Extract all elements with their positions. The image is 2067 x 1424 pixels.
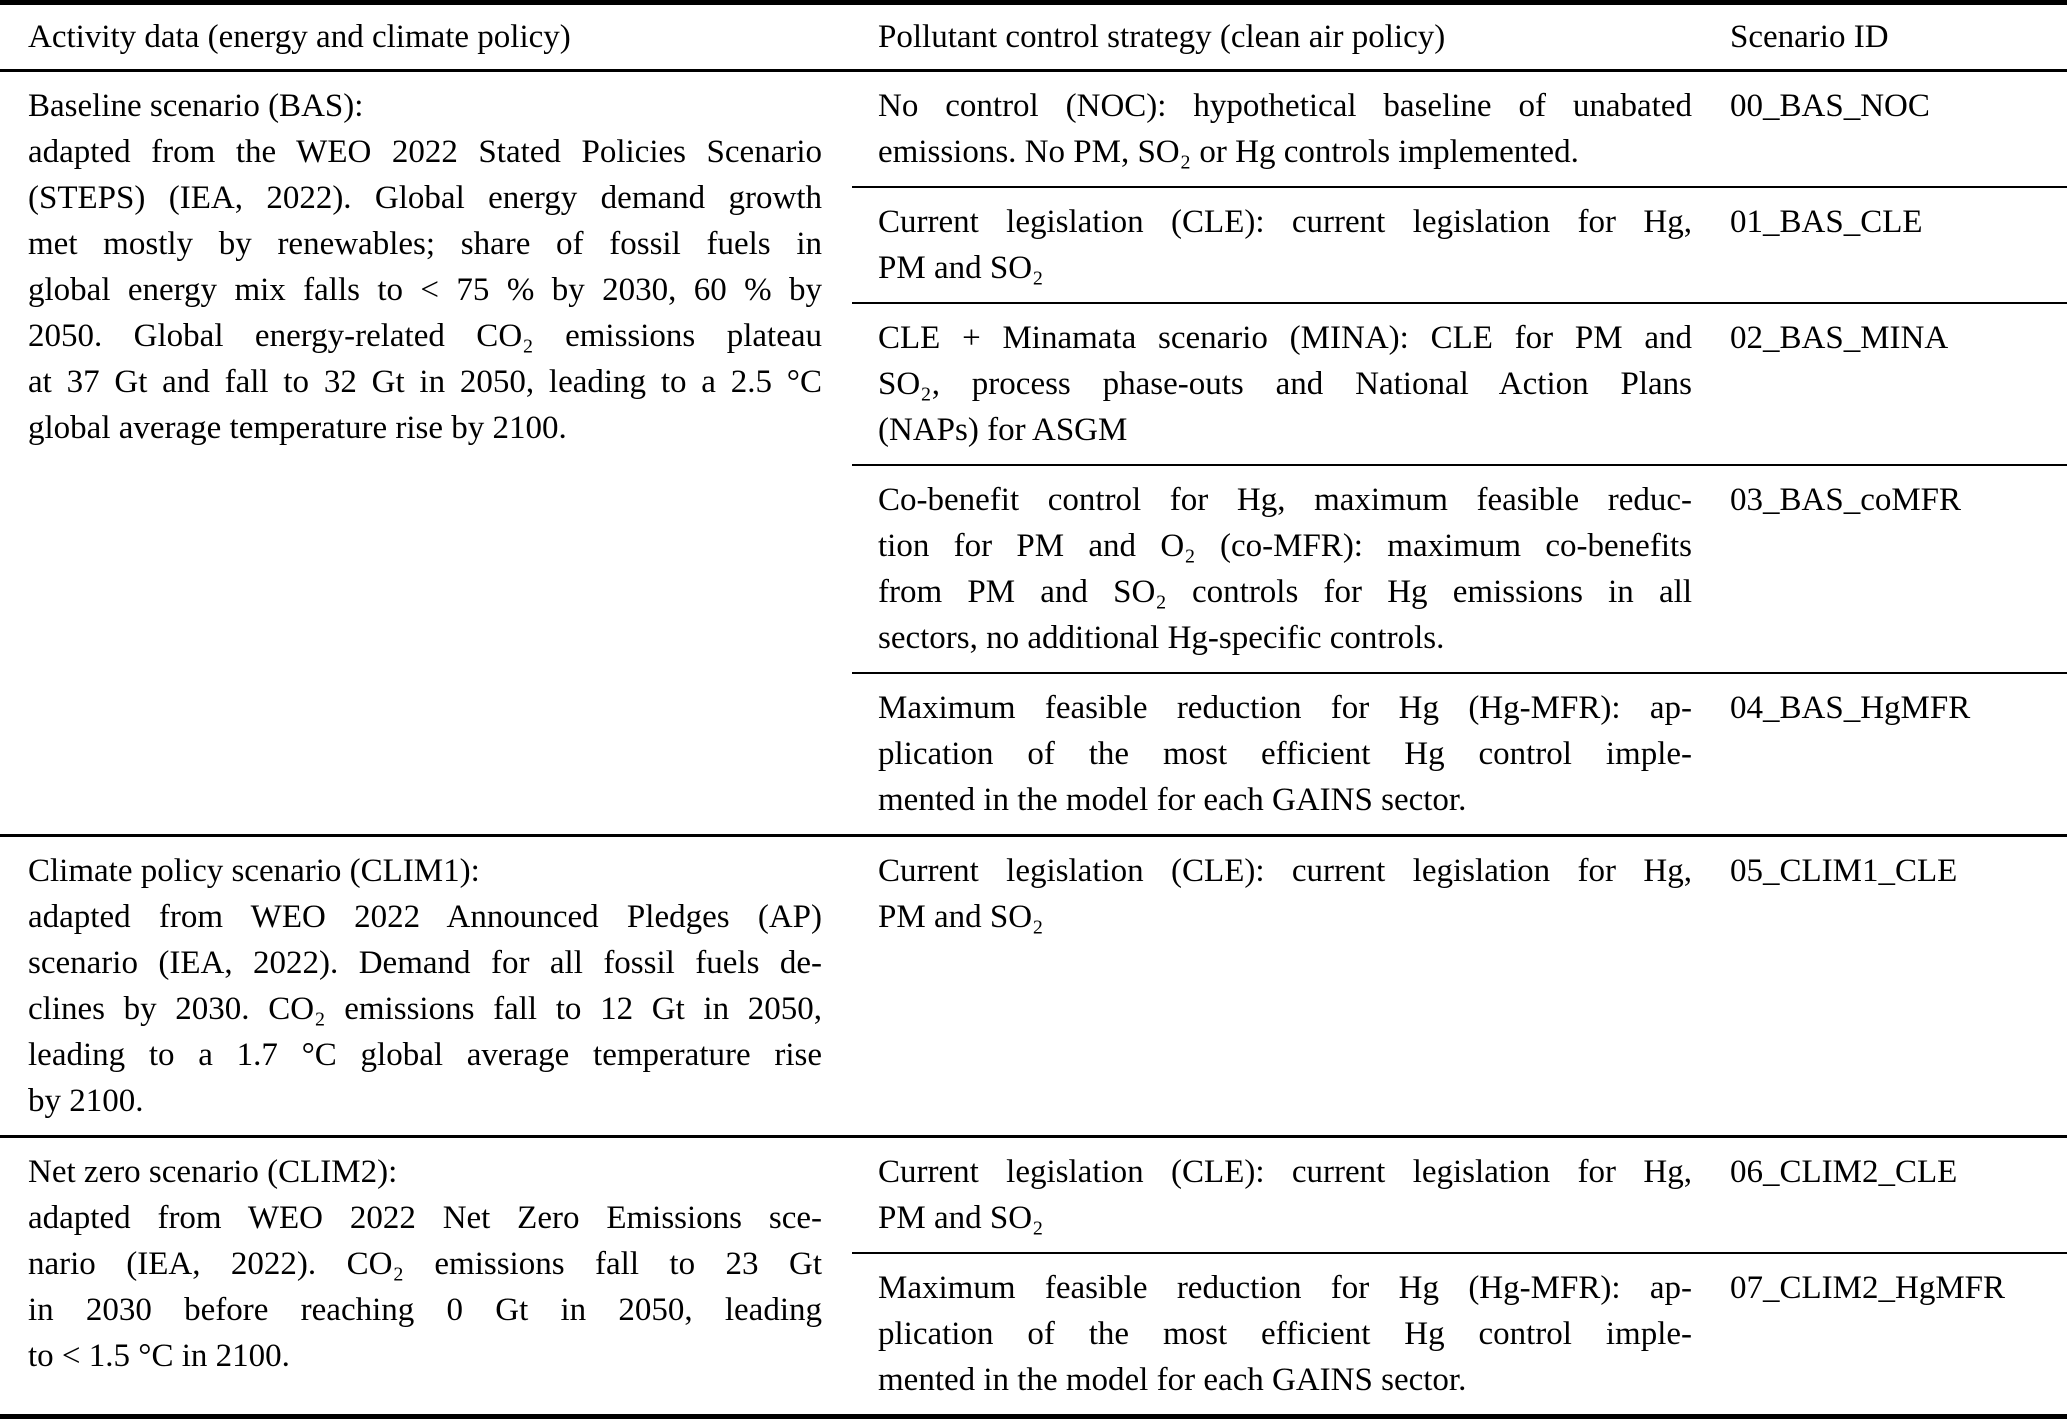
text-line: PM and SO₂ [878, 1200, 1044, 1236]
scenario-row-clim2-hgmfr [852, 1252, 2067, 1414]
text-line: Current legislation (CLE): current legislation for Hg, [878, 204, 1692, 240]
clim2-strategies [852, 1138, 2067, 1414]
activity-cell-clim2 [0, 1138, 852, 1414]
column-header-scenario-id: Scenario ID [1730, 19, 1889, 55]
text-line: adapted from the WEO 2022 Stated Policies Scenario [28, 134, 822, 170]
text-line: plication of the most efficient Hg control imple- [878, 736, 1692, 772]
text-line: plication of the most efficient Hg control imple- [878, 1316, 1692, 1352]
activity-cell-clim1 [0, 837, 852, 1135]
text-line: Current legislation (CLE): current legislation for Hg, [878, 853, 1692, 889]
text-line: global average temperature rise by 2100. [28, 410, 567, 446]
scenario-row-bas-mina [852, 302, 2067, 464]
text-line: Baseline scenario (BAS): [28, 88, 364, 124]
strategy-cell-clim2-cle [852, 1138, 1712, 1252]
text-line: CLE + Minamata scenario (MINA): CLE for PM and [878, 320, 1692, 356]
column-header-pollutant-control: Pollutant control strategy (clean air policy) [878, 19, 1446, 55]
strategy-cell-clim2-hgmfr [852, 1254, 1712, 1414]
text-line: Net zero scenario (CLIM2): [28, 1154, 398, 1190]
strategy-cell-comfr [852, 466, 1712, 672]
text-line: (NAPs) for ASGM [878, 412, 1128, 448]
text-line: sectors, no additional Hg-specific controls. [878, 620, 1445, 656]
text-line: nario (IEA, 2022). CO₂ emissions fall to 23 Gt [28, 1246, 822, 1282]
scenario-id-01: 01_BAS_CLE [1730, 204, 1923, 240]
scenario-id-07: 07_CLIM2_HgMFR [1730, 1270, 2006, 1306]
text-line: No control (NOC): hypothetical baseline of unabated [878, 88, 1692, 124]
scenario-id-03: 03_BAS_coMFR [1730, 482, 1962, 518]
text-line: 2050. Global energy-related CO₂ emissions plateau [28, 318, 822, 354]
scenario-row-bas-comfr [852, 464, 2067, 672]
header-subrow [852, 5, 2067, 69]
text-line: adapted from WEO 2022 Announced Pledges (AP) [28, 899, 822, 935]
column-header-activity-data: Activity data (energy and climate policy) [28, 19, 571, 55]
scenario-id-04: 04_BAS_HgMFR [1730, 690, 1971, 726]
row-group-baseline [0, 72, 2067, 834]
baseline-strategies [852, 72, 2067, 834]
text-line: (STEPS) (IEA, 2022). Global energy demand growth [28, 180, 822, 216]
text-line: mented in the model for each GAINS sector. [878, 782, 1467, 818]
strategy-cell-mina [852, 304, 1712, 464]
text-line: Maximum feasible reduction for Hg (Hg-MFR): ap- [878, 690, 1692, 726]
scenario-row-clim2-cle [852, 1138, 2067, 1252]
text-line: Co-benefit control for Hg, maximum feasible reduc- [878, 482, 1692, 518]
text-line: leading to a 1.7 °C global average temperature rise [28, 1037, 822, 1073]
table-header-row [0, 5, 2067, 72]
text-line: in 2030 before reaching 0 Gt in 2050, leading [28, 1292, 822, 1328]
scenario-row-bas-hgmfr [852, 672, 2067, 834]
activity-cell-baseline [0, 72, 852, 834]
text-line: tion for PM and O₂ (co-MFR): maximum co-benefits [878, 528, 1692, 564]
scenario-id-06: 06_CLIM2_CLE [1730, 1154, 1958, 1190]
text-line: Maximum feasible reduction for Hg (Hg-MFR): ap- [878, 1270, 1692, 1306]
scenario-row-bas-noc [852, 72, 2067, 186]
text-line: clines by 2030. CO₂ emissions fall to 12 Gt in 2050, [28, 991, 822, 1027]
text-line: Climate policy scenario (CLIM1): [28, 853, 480, 889]
strategy-cell-cle [852, 188, 1712, 302]
text-line: adapted from WEO 2022 Net Zero Emissions sce- [28, 1200, 822, 1236]
text-line: by 2100. [28, 1083, 144, 1119]
text-line: from PM and SO₂ controls for Hg emissions in all [878, 574, 1692, 610]
scenario-id-00: 00_BAS_NOC [1730, 88, 1930, 124]
text-line: global energy mix falls to < 75 % by 2030, 60 % by [28, 272, 822, 308]
header-right-region [852, 5, 2067, 69]
text-line: PM and SO₂ [878, 250, 1044, 286]
text-line: Current legislation (CLE): current legislation for Hg, [878, 1154, 1692, 1190]
text-line: at 37 Gt and fall to 32 Gt in 2050, leading to a 2.5 °C [28, 364, 822, 400]
text-line: SO₂, process phase-outs and National Action Plans [878, 366, 1692, 402]
scenario-row-clim1-cle [852, 837, 2067, 951]
text-line: to < 1.5 °C in 2100. [28, 1338, 290, 1374]
scenario-id-02: 02_BAS_MINA [1730, 320, 1949, 356]
text-line: met mostly by renewables; share of fossil fuels in [28, 226, 822, 262]
strategy-cell-noc [852, 72, 1712, 186]
text-line: scenario (IEA, 2022). Demand for all fossil fuels de- [28, 945, 822, 981]
strategy-cell-hgmfr [852, 674, 1712, 834]
scenario-id-05: 05_CLIM1_CLE [1730, 853, 1958, 889]
text-line: emissions. No PM, SO₂ or Hg controls implemented. [878, 134, 1579, 170]
row-group-clim1 [0, 834, 2067, 1135]
strategy-cell-clim1-cle [852, 837, 1712, 951]
text-line: mented in the model for each GAINS sector. [878, 1362, 1467, 1398]
row-group-clim2 [0, 1135, 2067, 1414]
text-line: PM and SO₂ [878, 899, 1044, 935]
clim1-strategies [852, 837, 2067, 1135]
scenario-row-bas-cle [852, 186, 2067, 302]
